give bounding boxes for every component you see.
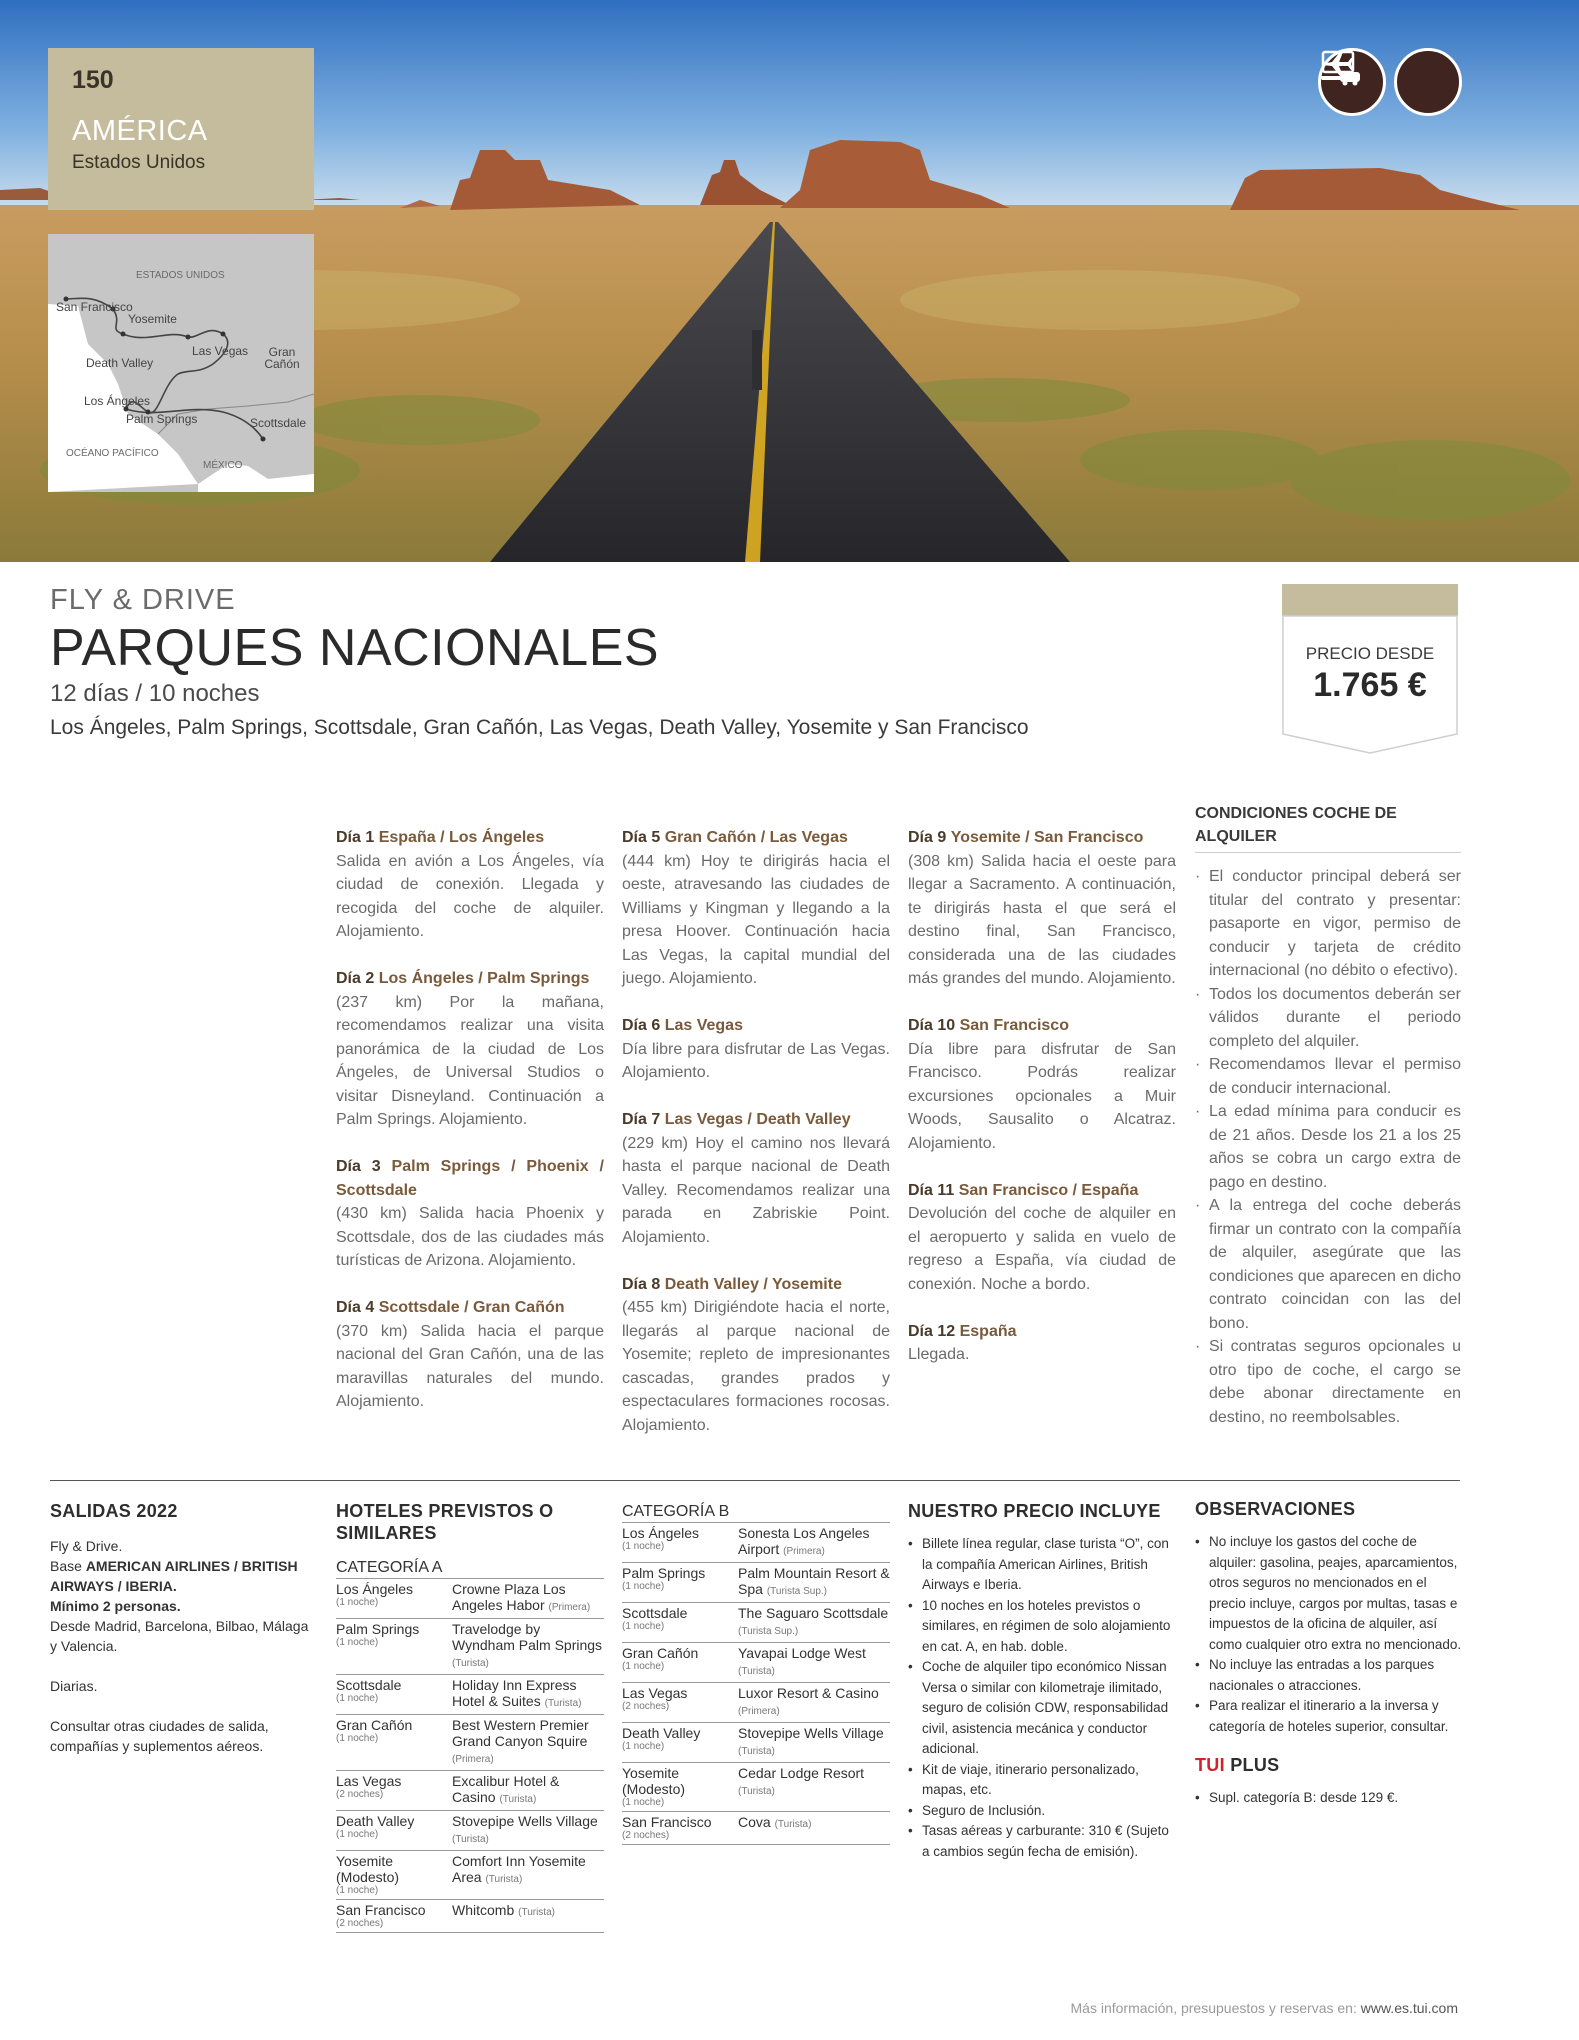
hotel-category: (Primera) — [548, 1602, 591, 1613]
hotel-name: Stovepipe Wells Village (Turista) — [452, 1813, 598, 1845]
observations-title: OBSERVACIONES — [1195, 1499, 1356, 1519]
hotel-category: (Turista Sup.) — [738, 1626, 799, 1637]
include-item: • 10 noches en los hoteles previstos o similares, en régimen de solo alojamiento en cat. A, en hab. doble. — [908, 1596, 1176, 1658]
hotel-city: Los Ángeles (1 noche) — [336, 1581, 452, 1616]
tui-plus-title: TUI PLUS — [1195, 1755, 1280, 1775]
hotel-category: (Turista Sup.) — [766, 1586, 828, 1597]
trip-title: PARQUES NACIONALES — [50, 619, 660, 677]
itinerary-day: Día 9 Yosemite / San Francisco (308 km) Salida hacia el oeste para llegar a Sacramento. A continuación, te dirigirás hasta el que será el destino final, San Francisco, considerada una de las ciudades más grandes del mundo. Alojamiento. — [908, 829, 1176, 987]
include-item: • Seguro de Inclusión. — [908, 1801, 1176, 1822]
trip-type-icons — [1318, 48, 1462, 116]
hotel-category: (Turista) — [452, 1658, 489, 1669]
departures-cities: Desde Madrid, Barcelona, Bilbao, Málaga y Valencia. — [50, 1618, 309, 1654]
map-label-country: ESTADOS UNIDOS — [136, 270, 225, 281]
hotel-category: (Turista) — [738, 1666, 775, 1677]
map-label-los-angeles: Los Ángeles — [84, 394, 151, 408]
itinerary-column-1 — [336, 826, 604, 1437]
hotel-city: Death Valley (1 noche) — [336, 1813, 452, 1848]
departures-minimum: Mínimo 2 personas. — [50, 1598, 181, 1614]
hotels-title: HOTELES PREVISTOS O SIMILARES — [336, 1501, 554, 1543]
hotel-row — [622, 1683, 890, 1723]
hotel-nights: (1 noche) — [622, 1741, 665, 1752]
hotel-name: Sonesta Los Angeles Airport (Primera) — [738, 1525, 870, 1557]
price-value: 1.765 € — [1313, 666, 1427, 704]
trip-route: Los Ángeles, Palm Springs, Scottsdale, Gran Cañón, Las Vegas, Death Valley, Yosemite y San Francisco — [50, 716, 1029, 739]
hotel-nights: (1 noche) — [622, 1661, 665, 1672]
hotel-city: Scottsdale (1 noche) — [622, 1605, 738, 1640]
observation-item: • No incluye los gastos del coche de alquiler: gasolina, peajes, aparcamientos, otros seguros no mencionados en el precio incluye, cargos por multas, tasas e impuestos de la oficina de alquiler, así como cualquier otro extra no mencionado. — [1195, 1532, 1463, 1655]
itinerary-day: Día 7 Las Vegas / Death Valley (229 km) Hoy el camino nos llevará hasta el parque nacional de Death Valley. Recomendamos realizar una parada en Zabriskie Point. Alojamiento. — [622, 1111, 890, 1246]
map-label-las-vegas: Las Vegas — [192, 344, 249, 358]
price-badge — [1282, 584, 1458, 754]
hotel-category: (Turista) — [738, 1746, 775, 1757]
hotel-row — [622, 1812, 890, 1845]
region-label: AMÉRICA — [72, 115, 208, 147]
hotel-nights: (1 noche) — [336, 1829, 379, 1840]
hotel-row — [622, 1603, 890, 1643]
hotel-city: San Francisco (2 noches) — [336, 1902, 452, 1930]
itinerary-day: Día 5 Gran Cañón / Las Vegas (444 km) Hoy te dirigirás hacia el oeste, atravesando las ciudades de Williams y Kingman y llegando a la presa Hoover. Continuación hacia Las Vegas, la capital mundial del juego. Alojamiento. — [622, 829, 890, 987]
hotel-name: Travelodge by Wyndham Palm Springs (Turista) — [452, 1621, 603, 1669]
map-label-palm-springs: Palm Springs — [126, 412, 198, 426]
plane-car-icon — [1394, 48, 1462, 116]
hero-photo — [0, 0, 1579, 562]
tui-plus-item: • Supl. categoría B: desde 129 €. — [1195, 1788, 1463, 1809]
price-includes — [908, 1500, 1176, 1862]
hotel-nights: (2 noches) — [336, 1789, 384, 1800]
map-label-mexico: MÉXICO — [203, 460, 243, 471]
price-includes-title: NUESTRO PRECIO INCLUYE — [908, 1501, 1161, 1521]
rental-conditions-title: CONDICIONES COCHE DE ALQUILER — [1195, 802, 1461, 853]
hotel-row — [336, 1900, 604, 1933]
hotel-name: Crowne Plaza Los Angeles Habor (Primera) — [452, 1581, 591, 1613]
hotel-name: Cedar Lodge Resort (Turista) — [738, 1765, 865, 1797]
itinerary-day: Día 10 San Francisco Día libre para disfrutar de San Francisco. Podrás realizar excursiones opcionales a Muir Woods, Sausalito o Alcatraz. Alojamiento. — [908, 1017, 1176, 1152]
rental-conditions — [1195, 802, 1461, 1429]
include-item: • Billete línea regular, clase turista “O”, con la compañía American Airlines, British Airways e Iberia. — [908, 1534, 1176, 1596]
departures-frequency: Diarias. — [50, 1678, 98, 1694]
category-b-label: CATEGORÍA B — [622, 1502, 890, 1523]
footer — [0, 2000, 1458, 2016]
hotel-name: Holiday Inn Express Hotel & Suites (Turista) — [452, 1677, 582, 1709]
hotel-name: Stovepipe Wells Village (Turista) — [738, 1725, 884, 1757]
departures-type: Fly & Drive. — [50, 1538, 123, 1554]
hotel-category: (Turista) — [518, 1907, 555, 1918]
hotel-name: The Saguaro Scottsdale (Turista Sup.) — [738, 1605, 889, 1637]
hotel-name: Comfort Inn Yosemite Area (Turista) — [452, 1853, 586, 1885]
itinerary-column-3 — [908, 826, 1176, 1390]
hotel-city: San Francisco (2 noches) — [622, 1814, 738, 1842]
hotel-city: Los Ángeles (1 noche) — [622, 1525, 738, 1560]
departures-airlines: Base AMERICAN AIRLINES / BRITISH AIRWAYS / IBERIA. — [50, 1558, 298, 1594]
hotel-row — [336, 1579, 604, 1619]
hotel-row — [336, 1771, 604, 1811]
hotel-category: (Turista) — [738, 1786, 775, 1797]
hotel-nights: (1 noche) — [336, 1693, 379, 1704]
hotel-row — [336, 1619, 604, 1675]
hotel-category: (Turista) — [499, 1794, 537, 1805]
include-item: • Kit de viaje, itinerario personalizado, mapas, etc. — [908, 1760, 1176, 1801]
hotel-city: Death Valley (1 noche) — [622, 1725, 738, 1760]
hotel-nights: (1 noche) — [622, 1797, 665, 1808]
price-label: PRECIO DESDE — [1305, 644, 1435, 663]
condition-item: · A la entrega del coche deberás firmar un contrato con la compañía de alquiler, asegúrate que las condiciones que aparecen en dicho contrato coincidan con las del bono. — [1195, 1194, 1461, 1335]
hotel-nights: (2 noches) — [336, 1918, 384, 1929]
map-label-scottsdale: Scottsdale — [250, 416, 307, 430]
page-number: 150 — [72, 66, 114, 94]
hotel-row — [336, 1811, 604, 1851]
hotel-row — [336, 1675, 604, 1715]
observation-item: • No incluye las entradas a los parques nacionales o atracciones. — [1195, 1655, 1463, 1696]
itinerary-day: Día 11 San Francisco / España Devolución del coche de alquiler en el aeropuerto y salida en vuelo de regreso a España, vía ciudad de conexión. Noche a bordo. — [908, 1181, 1176, 1293]
departures-section — [50, 1500, 318, 1756]
hotel-nights: (1 noche) — [336, 1885, 379, 1896]
hotel-city: Scottsdale (1 noche) — [336, 1677, 452, 1712]
hotels-category-a — [336, 1500, 604, 1933]
trip-kicker: FLY & DRIVE — [50, 584, 236, 616]
hotel-name: Excalibur Hotel & Casino (Turista) — [452, 1773, 560, 1805]
hotel-nights: (1 noche) — [622, 1621, 665, 1632]
condition-item: · Todos los documentos deberán ser válidos durante el periodo completo del alquiler. — [1195, 983, 1461, 1054]
hotel-city: Palm Springs (1 noche) — [622, 1565, 738, 1600]
itinerary-day: Día 1 España / Los Ángeles Salida en avión a Los Ángeles, vía ciudad de conexión. Llegada y recogida del coche de alquiler. Alojamiento. — [336, 829, 604, 940]
hotel-row — [622, 1563, 890, 1603]
hotel-category: (Turista) — [485, 1874, 523, 1885]
map-label-ocean: OCÉANO PACÍFICO — [66, 448, 159, 459]
hotel-nights: (1 noche) — [336, 1733, 379, 1744]
trip-duration: 12 días / 10 noches — [50, 680, 260, 707]
condition-item: · Recomendamos llevar el permiso de conducir internacional. — [1195, 1053, 1461, 1100]
condition-item: · Si contratas seguros opcionales u otro tipo de coche, el cargo se debe abonar directamente en destino, no reembolsables. — [1195, 1335, 1461, 1429]
hotel-row — [622, 1723, 890, 1763]
hotel-category: (Turista) — [452, 1834, 489, 1845]
observation-item: • Para realizar el itinerario a la inversa y categoría de hoteles superior, consultar. — [1195, 1696, 1463, 1737]
country-label: Estados Unidos — [72, 152, 206, 173]
hotel-nights: (1 noche) — [336, 1597, 379, 1608]
itinerary-day: Día 4 Scottsdale / Gran Cañón (370 km) Salida hacia el parque nacional del Gran Cañón, una de las maravillas naturales del mundo. Alojamiento. — [336, 1299, 604, 1410]
hotel-row — [336, 1715, 604, 1771]
include-item: • Tasas aéreas y carburante: 310 € (Sujeto a cambios según fecha de emisión). — [908, 1821, 1176, 1862]
hotel-name: Palm Mountain Resort & Spa (Turista Sup.) — [738, 1565, 890, 1597]
hotel-city: Palm Springs (1 noche) — [336, 1621, 452, 1672]
itinerary-day: Día 8 Death Valley / Yosemite (455 km) Dirigiéndote hacia el norte, llegarás al parque nacional de Yosemite; repleto de impresionantes cascadas, grandes prados y espectaculares formaciones rocosas. Alojamiento. — [622, 1275, 890, 1434]
hotel-category: (Primera) — [738, 1706, 780, 1717]
hotel-category: (Turista) — [544, 1698, 582, 1709]
route-map — [48, 234, 314, 492]
itinerary-day: Día 6 Las Vegas Día libre para disfrutar de Las Vegas. Alojamiento. — [622, 1017, 890, 1081]
hotel-city: Yosemite (Modesto) (1 noche) — [622, 1765, 738, 1809]
category-a-label: CATEGORÍA A — [336, 1558, 604, 1579]
hotel-name: Cova (Turista) — [738, 1814, 812, 1830]
departures-title: SALIDAS 2022 — [50, 1501, 178, 1521]
map-label-death-valley: Death Valley — [86, 356, 154, 370]
departures-note: Consultar otras ciudades de salida, compañías y suplementos aéreos. — [50, 1718, 269, 1754]
hotels-category-b — [622, 1502, 890, 1845]
itinerary-day: Día 2 Los Ángeles / Palm Springs (237 km) Por la mañana, recomendamos realizar una visita panorámica de la ciudad de Los Ángeles, de Universal Studios o visitar Disneyland. Continuación a Palm Springs. Alojamiento. — [336, 970, 604, 1128]
footer-text: Más información, presupuestos y reservas en: — [1070, 2000, 1361, 2016]
itinerary-column-2 — [622, 826, 890, 1461]
observations — [1195, 1498, 1463, 1808]
map-label-gran-canon: Gran Cañón — [264, 345, 300, 371]
hotel-name: Yavapai Lodge West (Turista) — [738, 1645, 866, 1677]
hotel-city: Gran Cañón (1 noche) — [622, 1645, 738, 1680]
hotel-row — [622, 1643, 890, 1683]
condition-item: · La edad mínima para conducir es de 21 años. Desde los 21 a los 25 años se cobra un cargo extra de pago en destino. — [1195, 1100, 1461, 1194]
hotel-category: (Primera) — [783, 1546, 825, 1557]
map-label-yosemite: Yosemite — [128, 312, 177, 326]
hotel-nights: (1 noche) — [622, 1541, 665, 1552]
hotel-city: Las Vegas (2 noches) — [622, 1685, 738, 1720]
hotel-row — [622, 1763, 890, 1812]
hotel-category: (Turista) — [774, 1819, 812, 1830]
condition-item: · El conductor principal deberá ser titular del contrato y presentar: pasaporte en vigor, permiso de conducir y tarjeta de crédito internacional (no débito o efectivo). — [1195, 865, 1461, 983]
hotel-row — [336, 1851, 604, 1900]
map-label-san-francisco: San Francisco — [56, 300, 133, 314]
hotel-nights: (2 noches) — [622, 1830, 670, 1841]
itinerary-day: Día 12 España Llegada. — [908, 1322, 1017, 1363]
hotel-city: Gran Cañón (1 noche) — [336, 1717, 452, 1768]
hotel-city: Las Vegas (2 noches) — [336, 1773, 452, 1808]
hotel-name: Whitcomb (Turista) — [452, 1902, 555, 1918]
hotel-category: (Primera) — [452, 1754, 494, 1765]
include-item: • Coche de alquiler tipo económico Nissan Versa o similar con kilometraje ilimitado, seguro de colisión CDW, responsabilidad civil, asistencia mecánica y conductor adicional. — [908, 1657, 1176, 1760]
hotel-nights: (2 noches) — [622, 1701, 670, 1712]
hotel-nights: (1 noche) — [336, 1637, 379, 1648]
hotel-name: Best Western Premier Grand Canyon Squire (Primera) — [452, 1717, 589, 1765]
section-divider — [50, 1480, 1460, 1481]
hotel-name: Luxor Resort & Casino (Primera) — [738, 1685, 879, 1717]
footer-link[interactable]: www.es.tui.com — [1360, 2000, 1458, 2016]
section-tag — [48, 48, 314, 210]
hotel-nights: (1 noche) — [622, 1581, 665, 1592]
hotel-row — [622, 1523, 890, 1563]
itinerary-day: Día 3 Palm Springs / Phoenix / Scottsdale (430 km) Salida hacia Phoenix y Scottsdale, dos de las ciudades más turísticas de Arizona. Alojamiento. — [336, 1158, 604, 1269]
hotel-city: Yosemite (Modesto) (1 noche) — [336, 1853, 452, 1897]
